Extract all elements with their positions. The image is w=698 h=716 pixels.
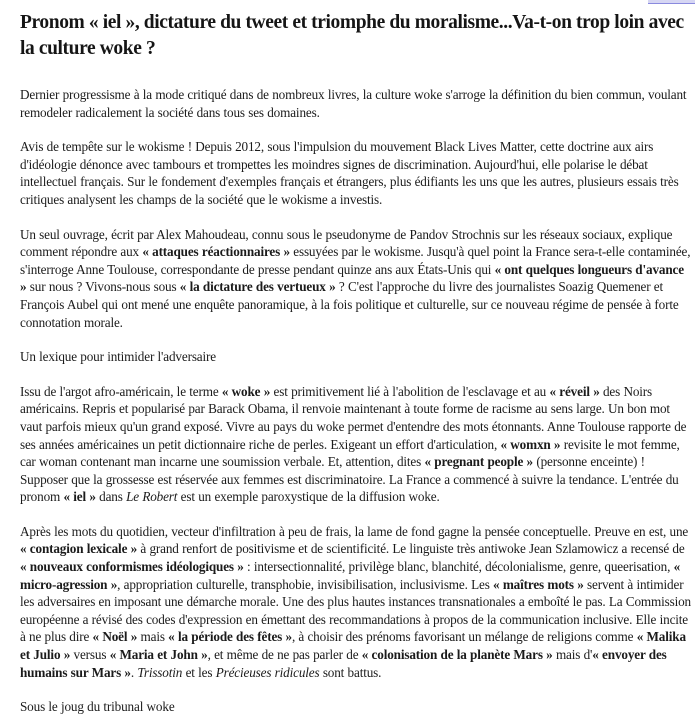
text-run: « contagion lexicale » [20,541,138,557]
text-run: essuyées par le wokisme. Jusqu'à quel point la France sera-t-elle contaminée, s'interroge Anne Toulouse, correspondante de presse pendant quinze ans aux États-Unis qui [20,244,691,277]
text-run: « iel » [63,489,96,505]
article-title: Pronom « iel », dictature du tweet et triomphe du moralisme...Va-t-on trop loin avec la culture woke ? [20,12,684,59]
text-run: « nouveaux conformismes idéologiques » [20,559,244,575]
text-run: « womxn » [500,436,561,452]
text-run: versus [70,647,110,663]
section-heading-lexique [20,348,692,366]
text-run: sur nous ? Vivons-nous sous [26,279,180,295]
truncated-link[interactable] [648,0,695,4]
text-run: , et même de ne pas parler de [207,647,362,663]
text-run: « réveil » [549,383,600,399]
text-run: dans [95,489,127,505]
text-run: sont battus. [319,664,382,680]
text-run: « Maria et John » [109,647,208,663]
text-run: servent à intimider les adversaires en imposant une démarche morale. Une des plus hautes instances transnationales a emboîté le pas. La Commission européenne a révisé des codes d'expression en émettant des recommandations à propos de la communication inclusive. Elle incite à ne plus dire [20,576,691,645]
text-run: « maîtres mots » [493,576,584,592]
text-run: Après les mots du quotidien, vecteur d'infiltration à peu de frais, la lame de fond gagne la pensée conceptuelle. Preuve en est, une [20,523,689,539]
text-run: Trissotin [137,664,183,680]
text-run: Issu de l'argot afro-américain, le terme [20,383,222,399]
text-run: « woke » [221,383,271,399]
text-run: mais [137,629,169,645]
text-run: Dernier progressisme à la mode critiqué dans de nombreux livres, la culture woke s'arroge la définition du bien commun, voulant remodeler radicalement la société dans tous ses domaines. [20,87,687,120]
text-run: Un lexique pour intimider l'adversaire [20,349,216,365]
text-run: « Noël » [92,629,138,645]
text-run: des Noirs américains. Repris et popularisé par Barack Obama, il renvoie maintenant à toute forme de racisme au sens large. Un bon mot vaut parfois mieux qu'un grand exposé. Vivre au pays du woke permet d'entendre des mots étonnants. Anne Toulouse rapporte de ses années américaines un petit dictionnaire riche de perles. Exigeant un effort d'articulation, [20,383,687,452]
text-run: « colonisation de la planète Mars » [361,647,553,663]
text-run: « micro-agression » [20,559,681,592]
text-run: : intersectionnalité, privilège blanc, blanchité, décolonialisme, genre, queerisation, [243,559,674,575]
section-heading-tribunal [20,698,692,716]
intro-paragraph [20,86,692,121]
text-run: revisite le mot femme, car woman contenant man incarne une soumission verbale. Et, attention, dites [20,436,680,470]
paragraph-contagion [20,523,692,681]
text-run: , appropriation culturelle, transphobie, invisibilisation, inclusivisme. Les [117,576,494,592]
text-run: (personne enceinte) ! Supposer que la grossesse est réservée aux femmes est discriminatoire. La France a commencé à suivre la tendance. L'entrée du pronom [20,454,679,505]
text-run: et les [182,664,216,680]
article-body [20,86,692,716]
text-run: Un seul ouvrage, écrit par Alex Mahoudeau, connu sous le pseudonyme de Pandov Strochnis sur les réseaux sociaux, explique comment répondre aux [20,226,673,260]
text-run: « ont quelques longueurs d'avance » [20,261,684,295]
text-run: « la période des fêtes » [168,629,292,645]
text-run: Précieuses ridicules [215,664,320,680]
text-run: « pregnant people » [424,454,533,470]
text-run: Avis de tempête sur le wokisme ! Depuis 2012, sous l'impulsion du mouvement Black Lives Matter, cette doctrine aux airs d'idéologie dénonce avec tambours et trompettes les moindres signes de discrimination. Aujourd'hui, elle polarise le débat intellectuel français. Sur le fondement d'exemples français et étrangers, plus édifiants les uns que les autres, plusieurs essais très critiques analysent les champs de la société que le wokisme a investis. [20,139,679,207]
text-run: , à choisir des prénoms favorisant un mélange de religions comme [291,629,637,645]
paragraph-lexique [20,383,692,506]
text-run: à grand renfort de positivisme et de scientificité. Le linguiste très antiwoke Jean Szlamowicz a recensé de [137,541,685,557]
text-run: ? C'est l'approche du livre des journalistes Soazig Quemener et François Aubel qui ont mené une enquête panoramique, à la fois politique et culturelle, sur ce nouveau régime de pensée à forte connotation morale. [20,279,679,330]
text-run: est un exemple paroxystique de la diffusion woke. [177,489,440,505]
text-run: Le Robert [126,489,178,505]
text-run: « envoyer des humains sur Mars » [20,647,667,680]
text-run: « la dictature des vertueux » [179,279,336,295]
text-run: Sous le joug du tribunal woke [20,699,175,715]
text-run: « attaques réactionnaires » [142,244,290,260]
text-run: « Malika et Julio » [20,629,686,663]
paragraph-tempete [20,138,692,208]
text-run: mais d' [552,647,593,663]
paragraph-ouvrages [20,226,692,332]
text-run: . [130,664,138,680]
text-run: est primitivement lié à l'abolition de l'esclavage et au [270,383,550,399]
